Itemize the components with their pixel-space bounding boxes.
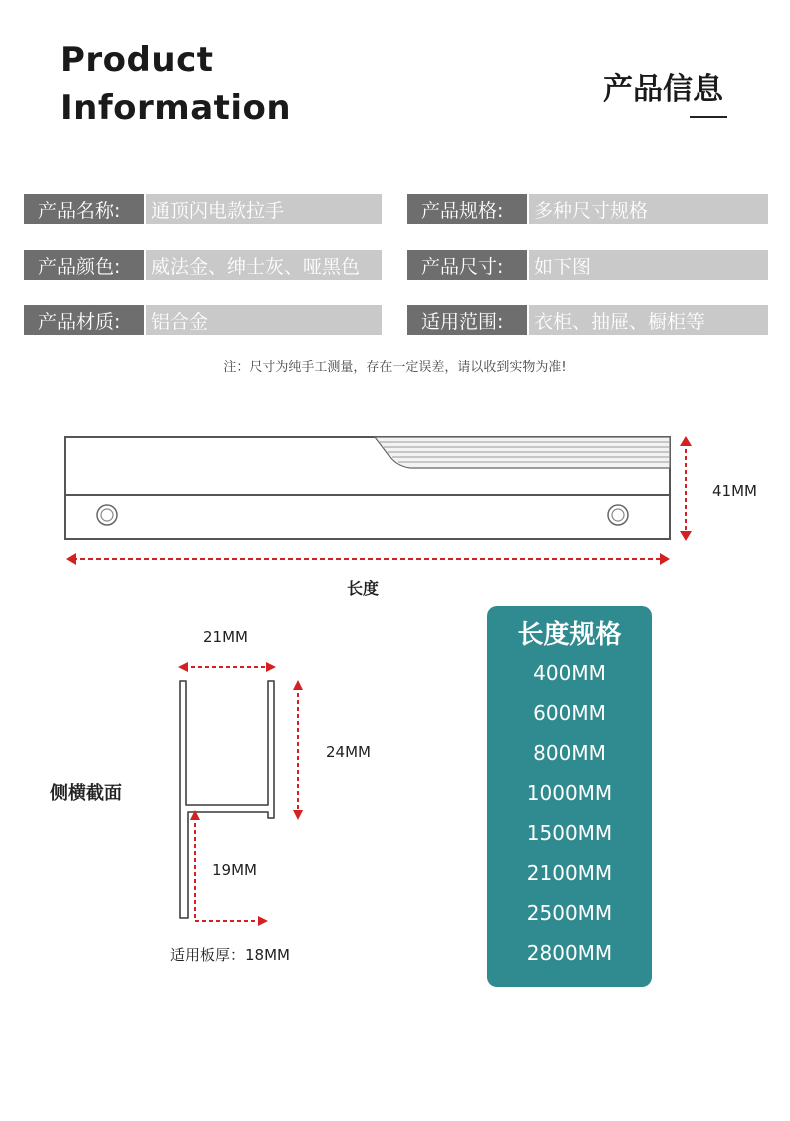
spec-label: 产品颜色: [24, 250, 144, 280]
height-arrow [680, 436, 692, 541]
section-width-label: 21MM [203, 628, 248, 646]
title-underline [690, 116, 727, 118]
spec-value: 多种尺寸规格 [527, 194, 768, 224]
screw-hole-right [608, 505, 628, 525]
measurement-note: 注：尺寸为纯手工测量，存在一定误差，请以收到实物为准! [223, 360, 567, 375]
length-arrow [66, 553, 670, 565]
section-height-label: 24MM [326, 743, 371, 761]
length-item: 800MM [533, 741, 606, 765]
length-item: 2100MM [526, 861, 613, 885]
length-item: 1000MM [526, 781, 613, 805]
spec-value: 威法金、绅士灰、哑黑色 [144, 250, 382, 280]
spec-row-usage [407, 305, 768, 335]
spec-label: 产品材质: [24, 305, 144, 335]
spec-row-color [24, 250, 382, 280]
width-arrow [178, 662, 276, 672]
cross-section-drawing [150, 650, 320, 930]
height-label: 41MM [712, 482, 757, 500]
spec-value: 如下图 [527, 250, 768, 280]
length-spec-panel [487, 606, 652, 987]
length-item: 2500MM [526, 901, 613, 925]
cross-section-title: 侧横截面 [50, 783, 122, 804]
spec-row-size-spec [407, 194, 768, 224]
length-spec-title: 长度规格 [517, 620, 622, 650]
length-item: 600MM [533, 701, 606, 725]
lower-arrow [190, 810, 200, 918]
length-item: 2800MM [526, 941, 613, 965]
spec-value: 衣柜、抽屉、橱柜等 [527, 305, 768, 335]
screw-hole-left [97, 505, 117, 525]
title-chinese: 产品信息 [603, 72, 723, 107]
spec-row-name [24, 194, 382, 224]
spec-label: 产品规格: [407, 194, 527, 224]
title-line-1: Product [60, 40, 214, 80]
spec-label: 产品尺寸: [407, 250, 527, 280]
length-item: 1500MM [526, 821, 613, 845]
depth-arrow [293, 680, 303, 820]
title-line-2: Information [60, 88, 292, 128]
spec-value: 通顶闪电款拉手 [144, 194, 382, 224]
spec-label: 产品名称: [24, 194, 144, 224]
length-item: 400MM [533, 661, 606, 685]
spec-label: 适用范围: [407, 305, 527, 335]
board-arrow [195, 916, 268, 926]
spec-row-dimension [407, 250, 768, 280]
grip-grooves [375, 437, 670, 468]
board-thickness-label: 适用板厚：18MM [170, 946, 290, 964]
length-label: 长度 [347, 579, 380, 598]
front-view-drawing [0, 420, 790, 610]
title-english [60, 36, 291, 132]
spec-value: 铝合金 [144, 305, 382, 335]
section-lower-label: 19MM [212, 861, 257, 879]
spec-row-material [24, 305, 382, 335]
